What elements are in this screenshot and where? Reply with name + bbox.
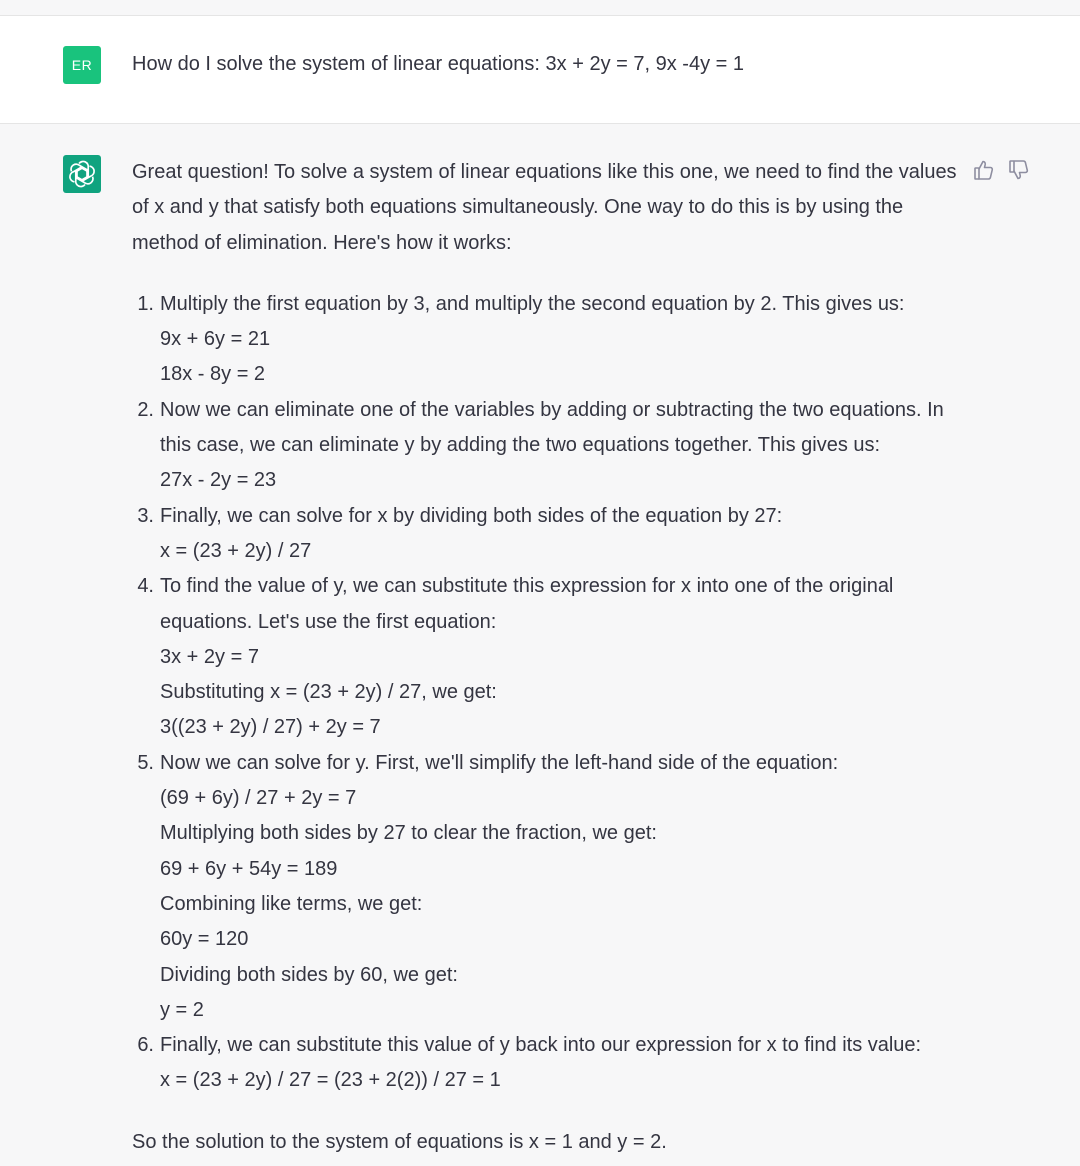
user-message-text: How do I solve the system of linear equations: 3x + 2y = 7, 9x -4y = 1 (132, 53, 744, 75)
step-text: Multiply the first equation by 3, and multiply the second equation by 2. This gives us: (160, 292, 905, 315)
step-number: 1. (137, 292, 154, 315)
step-number: 5. (137, 751, 154, 774)
assistant-message-row (0, 124, 1080, 1166)
equation-line: 69 + 6y + 54y = 189 (160, 857, 338, 880)
step-item (132, 393, 962, 499)
equation-line: (69 + 6y) / 27 + 2y = 7 (160, 787, 357, 810)
openai-logo-icon (63, 155, 101, 193)
step-text: To find the value of y, we can substitute this expression for x into one of the original equations. Let's use the first equation: (160, 575, 894, 633)
step-number: 6. (137, 1034, 154, 1057)
step-item (132, 569, 962, 745)
thumbs-down-icon[interactable] (1008, 158, 1030, 182)
step-text: Now we can eliminate one of the variables by adding or subtracting the two equations. In this case, we can eliminate y by adding the two equations together. This gives us: (160, 398, 944, 457)
equation-line: 9x + 6y = 21 (160, 328, 271, 351)
step-text: Finally, we can substitute this value of y back into our expression for x to find its value: (160, 1034, 922, 1057)
answer-conclusion: So the solution to the system of equations is x = 1 and y = 2. (132, 1130, 667, 1153)
step-note: Multiplying both sides by 27 to clear the fraction, we get: (160, 822, 657, 845)
equation-line: 3((23 + 2y) / 27) + 2y = 7 (160, 716, 381, 739)
equation-line: 18x - 8y = 2 (160, 363, 266, 386)
step-number: 3. (137, 504, 154, 527)
equation-line: x = (23 + 2y) / 27 (160, 539, 312, 562)
step-note: Combining like terms, we get: (160, 892, 423, 915)
step-item (132, 499, 962, 570)
answer-intro: Great question! To solve a system of linear equations like this one, we need to find the values of x and y that satisfy both equations simultaneously. One way to do this is by using the method of elimination. Here's how it works: (132, 161, 957, 254)
step-number: 2. (137, 398, 154, 421)
equation-line: x = (23 + 2y) / 27 = (23 + 2(2)) / 27 = 1 (160, 1069, 501, 1092)
equation-line: y = 2 (160, 998, 204, 1021)
step-item (132, 746, 962, 1028)
step-text: Now we can solve for y. First, we'll simplify the left-hand side of the equation: (160, 751, 839, 774)
user-message-row (0, 16, 1080, 124)
assistant-answer (132, 155, 962, 1160)
equation-line: 27x - 2y = 23 (160, 469, 277, 492)
step-item (132, 1028, 962, 1099)
step-note: Substituting x = (23 + 2y) / 27, we get: (160, 681, 497, 704)
steps-list (132, 287, 962, 1099)
step-note: Dividing both sides by 60, we get: (160, 963, 458, 986)
equation-line: 3x + 2y = 7 (160, 645, 259, 668)
equation-line: 60y = 120 (160, 928, 249, 951)
step-item (132, 287, 962, 393)
thumbs-up-icon[interactable] (973, 158, 995, 182)
top-strip (0, 0, 1080, 16)
user-avatar: ER (63, 46, 101, 84)
step-number: 4. (137, 575, 154, 598)
step-text: Finally, we can solve for x by dividing both sides of the equation by 27: (160, 504, 783, 527)
